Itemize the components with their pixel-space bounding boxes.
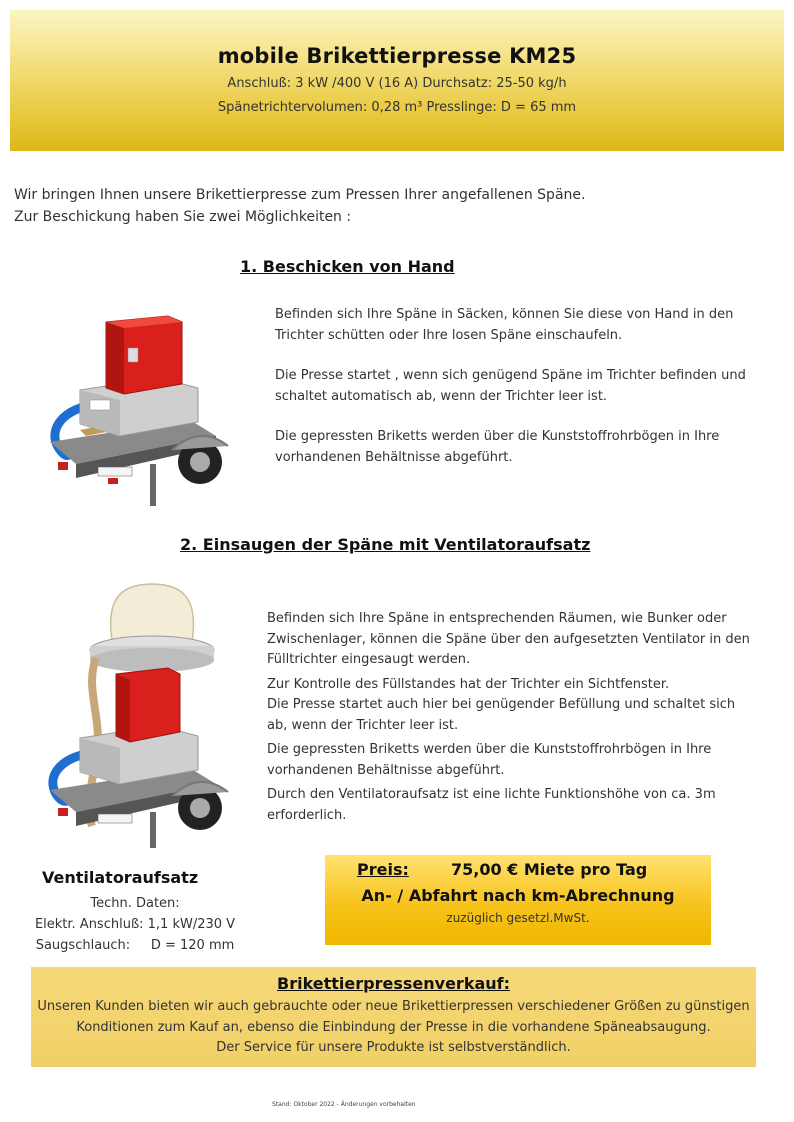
- sale-title: Brikettierpressenverkauf:: [277, 974, 510, 993]
- filter-bag: [111, 584, 194, 642]
- ventilator-specs: [30, 893, 240, 956]
- intro-line-2: Zur Beschickung haben Sie zwei Möglichkeiten :: [14, 209, 352, 225]
- sale-body: [31, 997, 756, 1059]
- section-2-text: [267, 609, 757, 830]
- page-title: mobile Brikettierpresse KM25: [217, 44, 577, 68]
- machine-image-1: [40, 312, 240, 512]
- ventilator-spec-heading: Techn. Daten:: [90, 896, 180, 911]
- section-1-paragraph: Die gepressten Briketts werden über die Kunststoffrohrbögen in Ihre vorhandenen Behältnisse abgeführt.: [275, 429, 720, 465]
- ventilator-spec-hose: Saugschlauch: D = 120 mm: [35, 938, 235, 953]
- ventilator-spec-power: Elektr. Anschluß: 1,1 kW/230 V: [34, 917, 236, 932]
- section-2-paragraph: Zur Kontrolle des Füllstandes hat der Trichter ein Sichtfenster.: [267, 676, 670, 692]
- section-2-paragraph: Die Presse startet auch hier bei genügender Befüllung und schaltet sich ab, wenn der Trichter leer ist.: [267, 697, 736, 733]
- sale-line: Der Service für unsere Produkte ist selbstverständlich.: [216, 1040, 571, 1055]
- spec-line-1: Anschluß: 3 kW /400 V (16 A) Durchsatz: 25-50 kg/h: [227, 76, 567, 91]
- section-2-heading: 2. Einsaugen der Späne mit Ventilatoraufsatz: [180, 535, 591, 554]
- intro-line-1: Wir bringen Ihnen unsere Brikettierpresse zum Pressen Ihrer angefallenen Späne.: [14, 187, 586, 203]
- sale-line: Unseren Kunden bieten wir auch gebrauchte oder neue Brikettierpressen verschiedener Größen zu günstigen: [37, 999, 750, 1014]
- section-1-text: [275, 305, 760, 488]
- intro-text: [14, 184, 585, 228]
- spec-line-2: Spänetrichtervolumen: 0,28 m³ Presslinge: D = 65 mm: [217, 100, 577, 115]
- ventilator-title: Ventilatoraufsatz: [42, 868, 199, 887]
- price-box: [325, 855, 711, 945]
- section-1-heading: 1. Beschicken von Hand: [240, 257, 455, 276]
- price-vat-note: zuzüglich gesetzl.MwSt.: [446, 911, 590, 925]
- section-2-paragraph: Die gepressten Briketts werden über die Kunststoffrohrbögen in Ihre vorhandenen Behältnisse abgeführt.: [267, 742, 712, 778]
- section-2-paragraph: Durch den Ventilatoraufsatz ist eine lichte Funktionshöhe von ca. 3m erforderlich.: [267, 787, 716, 823]
- section-1-paragraph: Befinden sich Ihre Späne in Säcken, können Sie diese von Hand in den Trichter schütten oder Ihre losen Späne einschaufeln.: [275, 307, 734, 343]
- sale-box: [31, 967, 756, 1067]
- price-amount: 75,00 € Miete pro Tag: [451, 860, 648, 879]
- section-1-paragraph: Die Presse startet , wenn sich genügend Späne im Trichter befinden und schaltet automatisch ab, wenn der Trichter leer ist.: [275, 368, 746, 404]
- footer-note: Stand: Oktober 2022 - Änderungen vorbehalten: [272, 1101, 416, 1108]
- price-travel: An- / Abfahrt nach km-Abrechnung: [361, 886, 675, 905]
- sale-line: Konditionen zum Kauf an, ebenso die Einbindung der Presse in die vorhandene Späneabsaugung.: [76, 1019, 711, 1035]
- section-2-paragraph: Befinden sich Ihre Späne in entsprechenden Räumen, wie Bunker oder Zwischenlager, können die Späne über den aufgesetzten Ventilator in den Fülltrichter eingesaugt werden.: [267, 611, 750, 667]
- price-label: Preis:: [357, 860, 409, 879]
- machine-image-2: [40, 580, 240, 850]
- header-banner: [10, 10, 784, 151]
